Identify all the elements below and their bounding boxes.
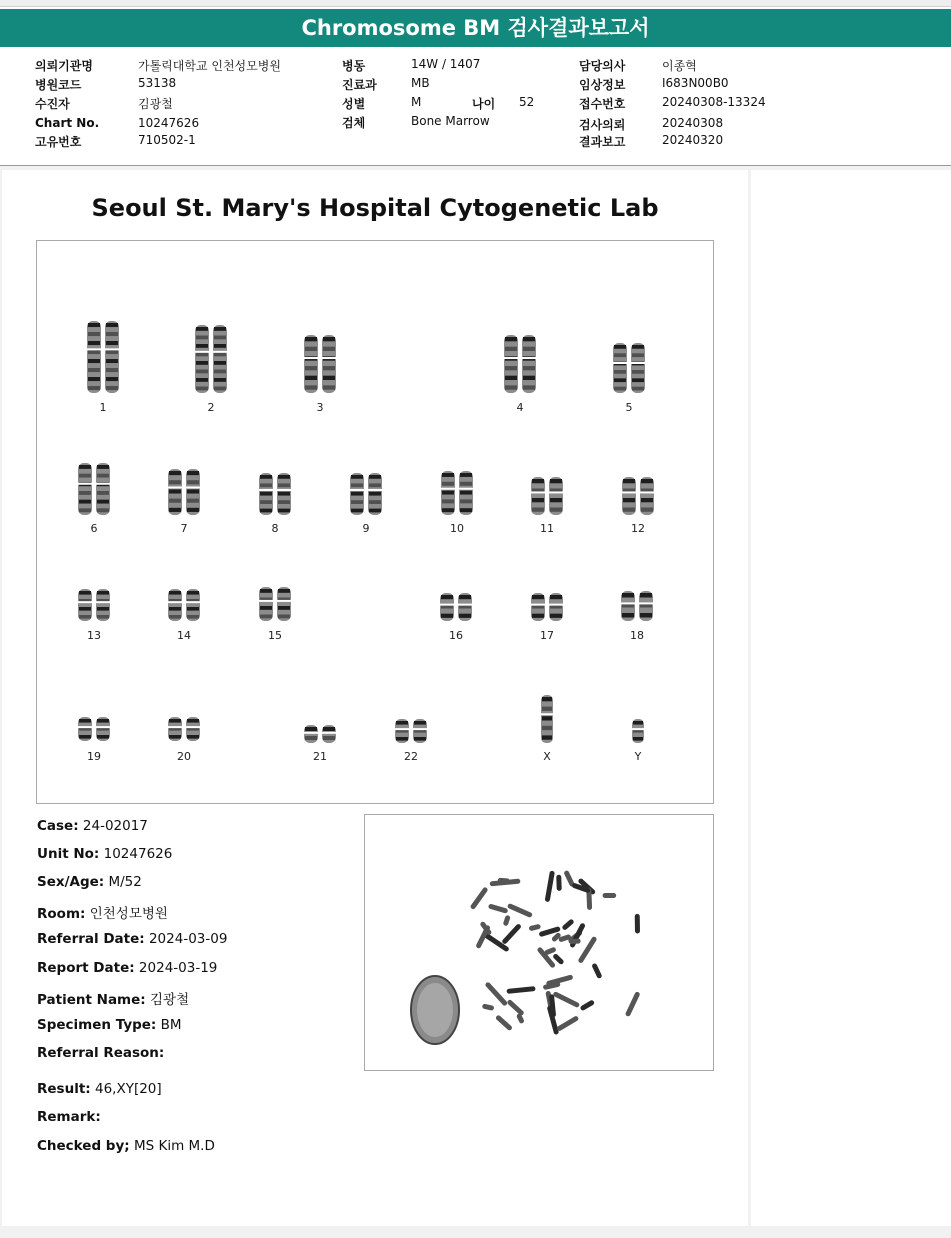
chromosome-label: 22	[404, 750, 418, 763]
chromosome-2	[193, 323, 229, 395]
header-value: M	[411, 95, 422, 109]
header-value: 53138	[138, 76, 177, 90]
chromosome-label: 4	[516, 401, 524, 414]
metaphase-chromosome	[591, 963, 602, 980]
detail-unit-no: Unit No: 10247626	[37, 846, 173, 862]
chromosome-1	[85, 319, 121, 395]
chromosome-label: 19	[87, 750, 101, 763]
header-label: 진료과	[342, 78, 377, 92]
chromosome-4	[502, 333, 538, 395]
header-label: 고유번호	[35, 135, 82, 149]
header-label: 병원코드	[35, 78, 82, 92]
metaphase-chromosome	[495, 1014, 513, 1031]
detail-referral-reason: Referral Reason:	[37, 1045, 165, 1061]
chromosome-label: 18	[630, 629, 644, 642]
chromosome-label: 21	[313, 750, 327, 763]
metaphase-chromosome	[569, 939, 581, 944]
detail-room: Room: 인천성모병원	[37, 906, 168, 922]
header-label: 접수번호	[579, 97, 626, 111]
metaphase-chromosome	[503, 915, 511, 927]
chromosome-label: 12	[631, 522, 645, 535]
metaphase-image	[364, 814, 714, 1071]
header-value: 710502-1	[138, 133, 196, 147]
metaphase-chromosome	[529, 924, 542, 932]
metaphase-chromosome	[506, 999, 524, 1016]
header-value: 52	[519, 95, 535, 109]
chromosome-3	[302, 333, 338, 395]
header-label: 검사의뢰	[579, 118, 626, 132]
metaphase-chromosome	[545, 870, 555, 902]
metaphase-chromosome	[625, 991, 641, 1017]
detail-remark: Remark:	[37, 1109, 101, 1125]
detail-case: Case: 24-02017	[37, 818, 148, 834]
chromosome-label: 20	[177, 750, 191, 763]
chromosome-5	[611, 341, 647, 395]
metaphase-chromosome	[556, 1015, 579, 1032]
chromosome-10	[439, 469, 475, 517]
chromosome-20	[166, 715, 202, 743]
chromosome-label: 2	[207, 401, 215, 414]
header-value: Bone Marrow	[411, 114, 490, 128]
chromosome-label: 17	[540, 629, 554, 642]
karyotype-image	[36, 240, 714, 804]
metaphase-chromosome	[561, 918, 574, 931]
chromosome-Y	[630, 717, 646, 745]
metaphase-chromosome	[507, 903, 533, 918]
detail-specimen-type: Specimen Type: BM	[37, 1017, 182, 1033]
header-value: 20240320	[662, 133, 724, 147]
header-label: 성별	[342, 97, 366, 111]
header-label: 병동	[342, 59, 366, 73]
chromosome-16	[438, 591, 474, 623]
lab-title: Seoul St. Mary's Hospital Cytogenetic Lab	[91, 194, 659, 222]
chromosome-label: 6	[90, 522, 98, 535]
cell-nucleus-inner	[417, 983, 453, 1037]
chromosome-label: X	[543, 750, 551, 763]
chromosome-label: 5	[625, 401, 633, 414]
chromosome-label: 3	[316, 401, 324, 414]
chromosome-17	[529, 591, 565, 623]
chromosome-13	[76, 587, 112, 623]
detail-checked-by: Checked by; MS Kim M.D	[37, 1138, 215, 1154]
metaphase-chromosome	[569, 922, 586, 948]
chromosome-label: 9	[362, 522, 370, 535]
chromosome-19	[76, 715, 112, 743]
header-label: 검체	[342, 116, 366, 130]
header-value: 가톨릭대학교 인천성모병원	[138, 59, 281, 73]
header-label: 의뢰기관명	[35, 59, 93, 73]
header-value: 이종혁	[662, 59, 697, 73]
chromosome-15	[257, 585, 293, 623]
side-panel	[751, 170, 951, 1226]
chromosome-label: 7	[180, 522, 188, 535]
metaphase-chromosome	[482, 1003, 495, 1010]
detail-report-date: Report Date: 2024-03-19	[37, 960, 218, 976]
metaphase-spread-graphic	[365, 815, 713, 1070]
metaphase-chromosome	[470, 886, 489, 910]
header-label: 담당의사	[579, 59, 626, 73]
chromosome-6	[76, 461, 112, 517]
chromosome-21	[302, 723, 338, 745]
metaphase-chromosome	[603, 893, 617, 898]
header-value: I683N00B0	[662, 76, 729, 90]
metaphase-chromosome	[488, 903, 509, 913]
chromosome-8	[257, 471, 293, 517]
metaphase-chromosome	[501, 923, 522, 945]
chromosome-label: 16	[449, 629, 463, 642]
metaphase-chromosome	[552, 991, 580, 1008]
top-border	[0, 0, 951, 7]
chromosome-label: 8	[271, 522, 279, 535]
header-value: MB	[411, 76, 430, 90]
header-label: 결과보고	[579, 135, 626, 149]
metaphase-chromosome	[516, 1013, 525, 1024]
chromosome-label: 13	[87, 629, 101, 642]
header-label: 임상정보	[579, 78, 626, 92]
metaphase-chromosome	[580, 999, 596, 1011]
chromosome-label: Y	[634, 750, 642, 763]
detail-referral-date: Referral Date: 2024-03-09	[37, 931, 228, 947]
header-label: Chart No.	[35, 116, 100, 130]
metaphase-chromosome	[556, 875, 562, 891]
detail-sex-age: Sex/Age: M/52	[37, 874, 142, 890]
metaphase-chromosome	[506, 986, 535, 994]
chromosome-7	[166, 467, 202, 517]
chromosome-label: 15	[268, 629, 282, 642]
chromosome-11	[529, 475, 565, 517]
chromosome-12	[620, 475, 656, 517]
header-value: 20240308	[662, 116, 724, 130]
chromosome-18	[619, 589, 655, 623]
metaphase-chromosome	[635, 914, 640, 934]
metaphase-chromosome	[577, 936, 597, 964]
header-value: 김광철	[138, 97, 173, 111]
chromosome-9	[348, 471, 384, 517]
chromosome-label: 10	[450, 522, 464, 535]
chromosome-label: 1	[99, 401, 107, 414]
report-title: Chromosome BM 검사결과보고서	[0, 9, 951, 47]
metaphase-chromosome	[498, 878, 510, 884]
detail-result: Result: 46,XY[20]	[37, 1081, 162, 1097]
header-value: 20240308-13324	[662, 95, 766, 109]
metaphase-chromosome	[484, 981, 508, 1006]
chromosome-label: 11	[540, 522, 554, 535]
chromosome-label: 14	[177, 629, 191, 642]
header-label: 나이	[472, 97, 496, 111]
detail-patient-name: Patient Name: 김광철	[37, 992, 190, 1008]
chromosome-22	[393, 717, 429, 745]
header-value: 14W / 1407	[411, 57, 481, 71]
header-value: 10247626	[138, 116, 200, 130]
chromosome-14	[166, 587, 202, 623]
chromosome-X	[539, 693, 555, 745]
header-label: 수진자	[35, 97, 70, 111]
